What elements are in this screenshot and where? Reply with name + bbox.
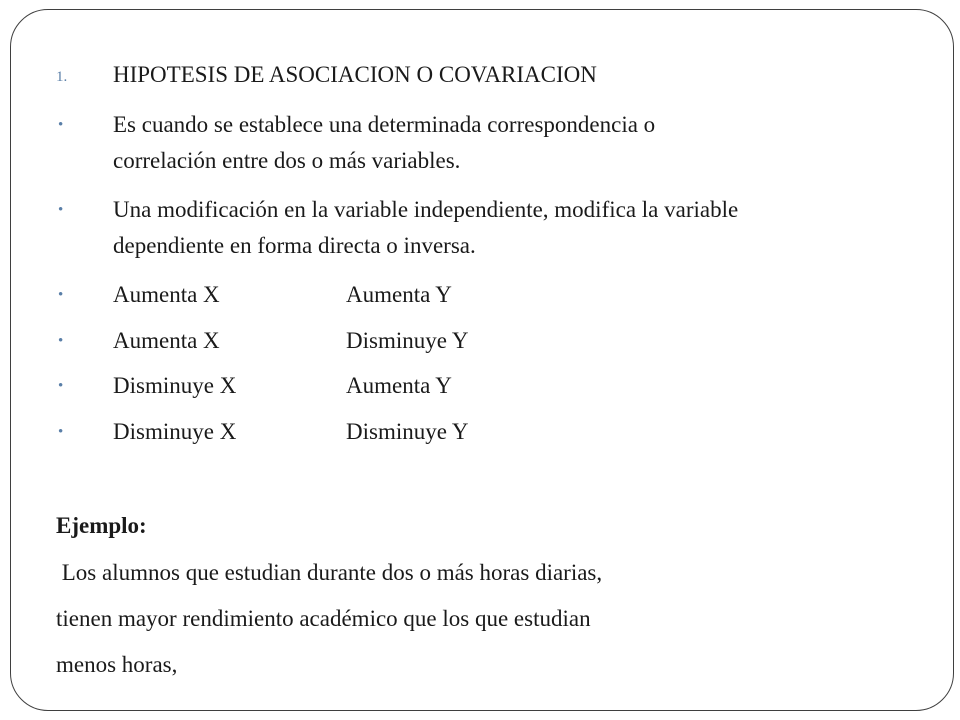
heading-number: 1. (56, 69, 68, 85)
example-label: Ejemplo: (56, 513, 147, 538)
bullet-marker: • (58, 424, 64, 440)
bullet-1-line-2: correlación entre dos o más variables. (113, 148, 461, 173)
relation-2-x: Aumenta X (113, 328, 220, 353)
relation-1-y: Aumenta Y (346, 282, 452, 307)
heading-title: HIPOTESIS DE ASOCIACION O COVARIACION (113, 62, 597, 87)
bullet-marker: • (58, 333, 64, 349)
bullet-marker: • (58, 287, 64, 303)
relation-2-y: Disminuye Y (346, 328, 469, 353)
bullet-2-line-1: Una modificación en la variable independiente, modifica la variable (113, 197, 739, 222)
relation-4-x: Disminuye X (113, 419, 237, 444)
example-line-1: Los alumnos que estudian durante dos o más horas diarias, (56, 560, 603, 585)
bullet-marker: • (58, 202, 64, 218)
relation-1-x: Aumenta X (113, 282, 220, 307)
bullet-marker: • (58, 378, 64, 394)
example-line-3: menos horas, (56, 652, 178, 677)
relation-3-y: Aumenta Y (346, 373, 452, 398)
bullet-2-line-2: dependiente en forma directa o inversa. (113, 233, 476, 258)
relation-4-y: Disminuye Y (346, 419, 469, 444)
bullet-marker: • (58, 117, 64, 133)
example-line-2: tienen mayor rendimiento académico que los que estudian (56, 606, 591, 631)
relation-3-x: Disminuye X (113, 373, 237, 398)
bullet-1-line-1: Es cuando se establece una determinada correspondencia o (113, 112, 656, 137)
